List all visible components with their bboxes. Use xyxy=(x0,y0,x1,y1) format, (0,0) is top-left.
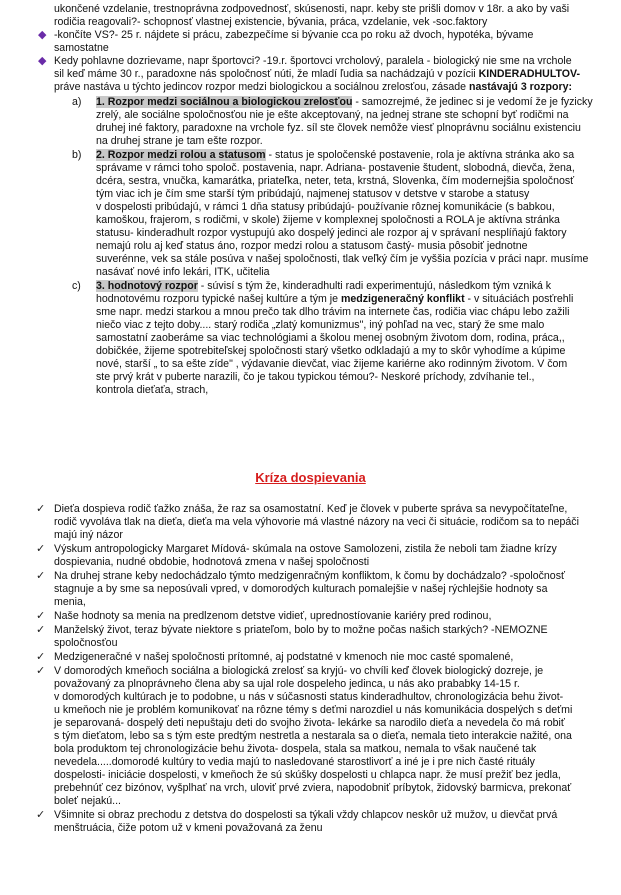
text-line: považovaný za plnoprávneho člena aby sa ujal role dospeleho jedinca, u nás ako prababky 14-15 r. xyxy=(54,678,520,690)
text-segment: práve nastáva u týchto jedincov rozpor medzi biologickou a sociálnou zrelosťou, zásade xyxy=(54,81,470,93)
text-line: menia, xyxy=(54,596,86,608)
check-bullet-icon: ✓ xyxy=(36,809,46,821)
text-segment: - v situáciách posťrehli xyxy=(464,293,574,305)
text-line: Manželský život, teraz bývate niektore s priateľom, bolo by to možne počas našich starkých? -NEMOZNE xyxy=(54,624,548,636)
text-segment: hodnotovému rozporu typické našej kultúre a tým je xyxy=(96,293,341,305)
text-line: tým viac ich je čím sme starší tým pribúdajú, najmenej statusov v detstve v starobe a statusy xyxy=(96,188,530,200)
check-bullet-icon: ✓ xyxy=(36,543,46,555)
text-line: rodič vyvoláva tlak na dieťa, dieťa ma vela výhovorie má vlastné názory na veci či situácie, rodičom sa to nepáči xyxy=(54,516,579,528)
text-line: dobičkée, žijeme spotrebiteľskej spoločnosti starý všetko odkladajú a my to skôr vyhodíme a kúpime xyxy=(96,345,566,357)
diamond-bullet-icon: ◆ xyxy=(38,55,47,67)
text-line: niečo viac z tejto doby.... starý rodiča „zlatý komunizmus", iný pohľad na vec, starý že sme malo xyxy=(96,319,545,331)
text-line: nevedela.....domorodé kultúry to vedia majú to nasledované starostlivorť a iné je i pre nich časté rituály xyxy=(54,756,535,768)
text-line: u kmeňoch nie je problém komunikovať na rôzne témy s deťmi narozdiel u nás komunikácia dospelých s deťmi xyxy=(54,704,573,716)
generational-conflict-term: medzigeneračný konflikt xyxy=(340,293,465,305)
text-line: Výskum antropologicky Margaret Mídová- skúmala na ostove Samolozeni, zistila že neboli tam žiadne krízy xyxy=(54,543,557,555)
check-bullet-icon: ✓ xyxy=(36,610,46,622)
text-line: Na druhej strane keby nedochádzalo týmto medzigenračným konfliktom, k čomu by dochádzalo? -spoločnosť xyxy=(54,570,565,582)
text-line: menštruácia, čiže potom už v kmeni považovaná za ženu xyxy=(54,822,323,834)
text-line: na druhej strane je tam ešte rozpor. xyxy=(96,135,263,147)
text-line: dospievania, nudné obdobie, hodnotová zmena v našej spoločnosti xyxy=(54,556,370,568)
text-line: samostatní zaoberáme sa viac technológiami a školou menej osobným životom dom, rodina, práca,, xyxy=(96,332,565,344)
rozpor-heading: 1. Rozpor medzi sociálnou a biologickou zrelosťou xyxy=(96,96,353,108)
text-line: V domorodých kmeňoch sociálna a biologická zrelosť sa kryjú- vo chvíli keď človek biologický dozreje, je xyxy=(54,665,544,677)
text-line xyxy=(96,293,573,306)
text-line: Naše hodnoty sa menia na predlzenom detstve vidieť, uprednostíovanie kariéry pred rodinou, xyxy=(54,610,492,622)
text-line: bola produktom tej chronologizácie behu života- dospela, stala sa matkou, nemala to však naučené tak xyxy=(54,743,537,755)
text-line: je separovaná- dospelý deti nepuštaju deti do svojho života- lekárke sa narodilo dieťa a nevedela čo má robiť xyxy=(54,717,565,729)
text-line: dospelosti- iniciácie dospelosti, v kmeňoch že sú skúšky dospelosti u chlapca napr. že musí prežiť bez jedla, xyxy=(54,769,561,781)
text-line: Medzigeneračné v našej spoločnosti prítomné, aj podstatné v kmenoch nie moc casté spomalené, xyxy=(54,651,514,663)
rozpor-heading: 3. hodnotový rozpor xyxy=(96,280,198,292)
rozpor-heading: 2. Rozpor medzi rolou a statusom xyxy=(96,149,266,161)
text-line: kontrola dieťaťa, strach, xyxy=(96,384,209,396)
text-line: Kedy pohlavne dozrievame, napr športovci? -19.r. športovci vrcholový, paralela - biologický nie sme na vrchole xyxy=(54,55,572,67)
three-conflicts-term: nastávajú 3 rozpory: xyxy=(469,81,573,93)
text-line: boleť nejakú... xyxy=(54,795,121,807)
text-line: Dieťa dospieva rodič ťažko znáša, že raz sa osamostatní. Keď je človek v puberte správa sa nevypočítateľne, xyxy=(54,503,568,515)
text-line: druhej iné faktory, paradoxne na vrchole fyz. síl ste človek nemôže viesť plnoprávnu sociálnu existenciu xyxy=(96,122,581,134)
diamond-bullet-icon: ◆ xyxy=(38,29,47,41)
kinderadhult-term: KINDERADHULTOV- xyxy=(478,68,581,80)
text-segment: - samozrejmé, že jedinec si je vedomí že je fyzicky xyxy=(352,96,593,108)
text-line: nemajú rolu aj keď status áno, rozpor medzi rolou a statusom častý- musia pôsobiť jednotne xyxy=(96,240,528,252)
check-bullet-icon: ✓ xyxy=(36,570,46,582)
check-bullet-icon: ✓ xyxy=(36,665,46,677)
check-bullet-icon: ✓ xyxy=(36,651,46,663)
text-line xyxy=(54,81,572,94)
list-marker: b) xyxy=(72,149,82,161)
text-line: spoločnosťou xyxy=(54,637,118,649)
text-line xyxy=(54,68,580,81)
text-line: suverénne, vek sa stále posúva v našej spoločnosti, tlak veľký čím je vyššia pozícia v práci napr. musíme xyxy=(96,253,589,265)
check-bullet-icon: ✓ xyxy=(36,624,46,636)
text-line: stagnuje a by sme sa neposúvali vpred, v domorodých kulturach pomalejšie v našej rýchlejšie hodnoty sa xyxy=(54,583,548,595)
check-bullet-icon: ✓ xyxy=(36,503,46,515)
text-line: dcéra, sestra, vnučka, kamarátka, priateľka, neter, teta, krstná, Slovenka, čím modernejšia spoločnosť xyxy=(96,175,575,187)
text-line: statusu- kinderadhult rozpor vystupujú ako dospelý jedinci ale rozpor aj v správaní nesplíňajú faktory xyxy=(96,227,567,239)
text-line: kamoškou, frajerom, s rodičmi, v skole) žijeme v komplexnej spoločnosti a ROLA je aktívna stránka xyxy=(96,214,560,226)
text-line: ste prvý krát v puberte narazili, čo je takou typickou témou?- Neskoré príchody, zdvíhanie tel., xyxy=(96,371,535,383)
text-line: správame v rámci toho spoloč. postavenia, napr. Adriana- postavenie študent, slobodná, dievča, žena, xyxy=(96,162,575,174)
section-title: Kríza dospievania xyxy=(255,470,366,485)
text-line: -končíte VS?- 25 r. nájdete si prácu, zabezpečíme si bývanie cca po roku až dvoch, hypotéka, bývame xyxy=(54,29,534,41)
text-segment: - status je spoločenské postavenie, rola je aktívna stránka ako sa xyxy=(265,149,575,161)
text-line: nasávať nové info lekári, ITK, učitelia xyxy=(96,266,270,278)
text-segment: - súvisí s tým že, kinderadhulti radi experimentujú, následkom tým vzniká k xyxy=(197,280,552,292)
text-line: Všimnite si obraz prechodu z detstva do dospelosti sa týkali vždy chlapcov neskôr už mužov, u dievčat prvá xyxy=(54,809,558,821)
list-marker: a) xyxy=(72,96,82,108)
text-line: samostatne xyxy=(54,42,109,54)
rozpor-heading-line xyxy=(96,96,593,109)
rozpor-heading-line xyxy=(96,280,551,293)
text-line: ukončené vzdelanie, trestnoprávna zodpovednosť, skúsenosti, napr. keby ste prišli domov v 18r. a ako by vaši xyxy=(54,3,570,15)
text-line: rodičia reagovali?- schopnosť vlastnej existencie, bývania, práca, vzdelanie, vek -soc.faktory xyxy=(54,16,488,28)
text-line: prebehnúť cez bizónov, vyšplhať na vrch, uloviť prvé zviera, napodobniť príbytok, židovský barmicva, prekonať xyxy=(54,782,572,794)
rozpor-heading-line xyxy=(96,149,574,162)
text-line: zrelý, ale sociálne spoločnosťou nie je ešte akceptovaný, na jednej strane ste schopní byť rodičmi na xyxy=(96,109,569,121)
text-line: s tým dieťatom, lebo sa s tým este predtým nestretla a nestarala sa o dieťa, nemala tieto interakcie nažité, ona xyxy=(54,730,572,742)
text-line: nové, starší „ to sa ešte zíde" , výdavanie dievčat, viac žijeme kariérne ako rodinným životom. V čom xyxy=(96,358,568,370)
text-line: sme napr. medzi starkou a mnou prečo tak dlho trávim na internete čas, rodičia viac chápu lebo zažili xyxy=(96,306,570,318)
text-line: majú iný názor xyxy=(54,529,123,541)
text-line: v domorodých kultúrach je to podobne, u nás v súčasnosti status kinderadhultov, chronologizácia behu život- xyxy=(54,691,564,703)
list-marker: c) xyxy=(72,280,81,292)
text-segment: sil keď máme 30 r., paradoxne nás spoločnosť núti, že mladí ľudia sa nachádzajú v pozícii xyxy=(54,68,479,80)
text-line: v dospelosti pribúdajú, v rámci 1 dňa statusy pribúdajú- používanie rôznej komunikácie (s babkou, xyxy=(96,201,555,213)
